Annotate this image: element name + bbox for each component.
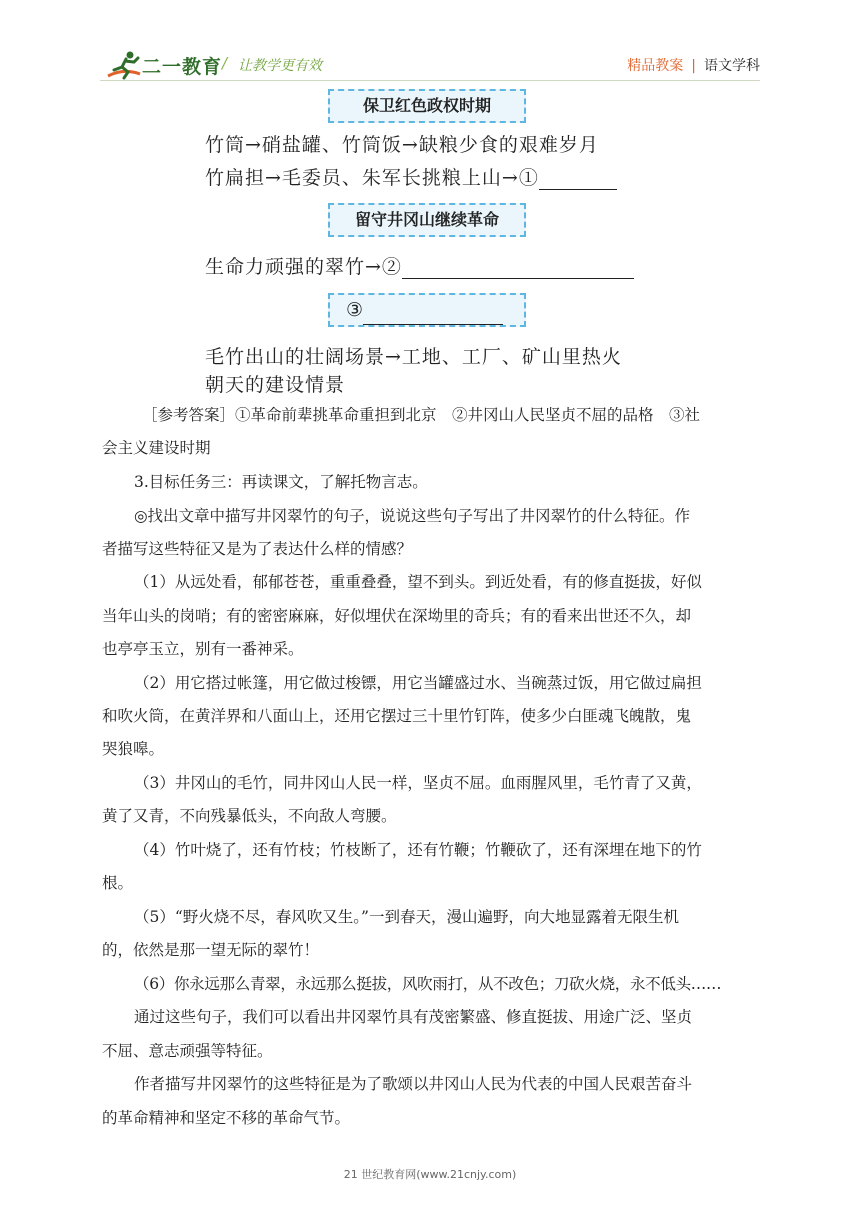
sentence-4-line-1: （4）竹叶烧了，还有竹枝；竹枝断了，还有竹鞭；竹鞭砍了，还有深埋在地下的竹 bbox=[134, 841, 702, 859]
period-box-1: 保卫红色政权时期 bbox=[328, 89, 526, 123]
blank-3 bbox=[363, 306, 503, 325]
period-box-2: 留守井冈山继续革命 bbox=[328, 203, 526, 237]
blank-1 bbox=[539, 169, 617, 190]
sentence-4-line-2: 根。 bbox=[102, 874, 134, 892]
header-subject: 语文学科 bbox=[704, 58, 760, 74]
diagram-line-2-text: 竹扁担→毛委员、朱军长挑粮上山→① bbox=[205, 167, 539, 189]
header-category: 精品教案 bbox=[627, 58, 684, 74]
question-line-2: 者描写这些特征又是为了表达什么样的情感？ bbox=[102, 540, 413, 558]
period-box-3 bbox=[328, 293, 526, 327]
sentence-2-line-2: 和吹火筒，在黄洋界和八面山上，还用它摆过三十里竹钉阵，使多少白匪魂飞魄散，鬼 bbox=[102, 707, 692, 725]
diagram-line-4a: 毛竹出山的壮阔场景→工地、工厂、矿山里热火 bbox=[205, 346, 622, 368]
conclusion-2-line-1: 作者描写井冈翠竹的这些特征是为了歌颂以井冈山人民为代表的中国人民艰苦奋斗 bbox=[134, 1075, 693, 1093]
answer-line-1: ［参考答案］①革命前辈挑革命重担到北京 ②井冈山人民坚贞不屈的品格 ③社 bbox=[142, 406, 701, 424]
sentence-5-line-2: 的，依然是那一望无际的翠竹！ bbox=[102, 941, 320, 959]
blank-2 bbox=[402, 258, 634, 279]
conclusion-1-line-2: 不屈、意志顽强等特征。 bbox=[102, 1042, 273, 1060]
diagram-line-3-text: 生命力顽强的翠竹→② bbox=[205, 256, 402, 278]
conclusion-1-line-1: 通过这些句子，我们可以看出井冈翠竹具有茂密繁盛、修直挺拔、用途广泛、坚贞 bbox=[134, 1008, 693, 1026]
sentence-1-line-3: 也亭亭玉立，别有一番神采。 bbox=[102, 640, 304, 658]
diagram-line-2 bbox=[205, 163, 617, 190]
header-separator: / bbox=[222, 54, 228, 72]
sentence-2-line-3: 哭狼嗥。 bbox=[102, 740, 165, 758]
sentence-3-line-1: （3）井冈山的毛竹，同井冈山人民一样，坚贞不屈。血雨腥风里，毛竹青了又黄， bbox=[134, 774, 702, 792]
sentence-1-line-2: 当年山头的岗哨；有的密密麻麻，好似埋伏在深坳里的奇兵；有的看来出世还不久，却 bbox=[102, 607, 692, 625]
sentence-2-line-1: （2）用它搭过帐篷，用它做过梭镖，用它当罐盛过水、当碗蒸过饭，用它做过扁担 bbox=[134, 674, 702, 692]
header-divider: | bbox=[691, 58, 696, 74]
page-header bbox=[0, 0, 860, 90]
sentence-6-line-1: （6）你永远那么青翠，永远那么挺拔，风吹雨打，从不改色；刀砍火烧，永不低头…… bbox=[134, 975, 722, 993]
sentence-3-line-2: 黄了又青，不向残暴低头，不向敌人弯腰。 bbox=[102, 807, 397, 825]
page-footer: 21 世纪教育网(www.21cnjy.com) bbox=[343, 1168, 517, 1181]
sentence-5-line-1: （5）“野火烧不尽，春风吹又生。”一到春天，漫山遍野，向大地显露着无限生机 bbox=[134, 908, 679, 926]
header-right bbox=[627, 55, 760, 75]
answer-line-2: 会主义建设时期 bbox=[102, 439, 211, 457]
box-3-mark: ③ bbox=[346, 299, 364, 321]
diagram-line-4b: 朝天的建设情景 bbox=[205, 374, 346, 396]
sentence-1-line-1: （1）从远处看，郁郁苍苍，重重叠叠，望不到头。到近处看，有的修直挺拔，好似 bbox=[134, 573, 702, 591]
header-slogan: 让教学更有效 bbox=[238, 58, 322, 74]
diagram-line-3 bbox=[205, 252, 634, 279]
logo-text: 二一教育 bbox=[142, 56, 223, 78]
diagram-line-1: 竹筒→硝盐罐、竹筒饭→缺粮少食的艰难岁月 bbox=[205, 134, 599, 156]
question-line-1: ◎找出文章中描写井冈翠竹的句子，说说这些句子写出了井冈翠竹的什么特征。作 bbox=[134, 507, 691, 525]
header-rule bbox=[100, 80, 760, 81]
conclusion-2-line-2: 的革命精神和坚定不移的革命气节。 bbox=[102, 1109, 351, 1127]
task-3-heading: 3.目标任务三：再读课文，了解托物言志。 bbox=[134, 473, 428, 491]
